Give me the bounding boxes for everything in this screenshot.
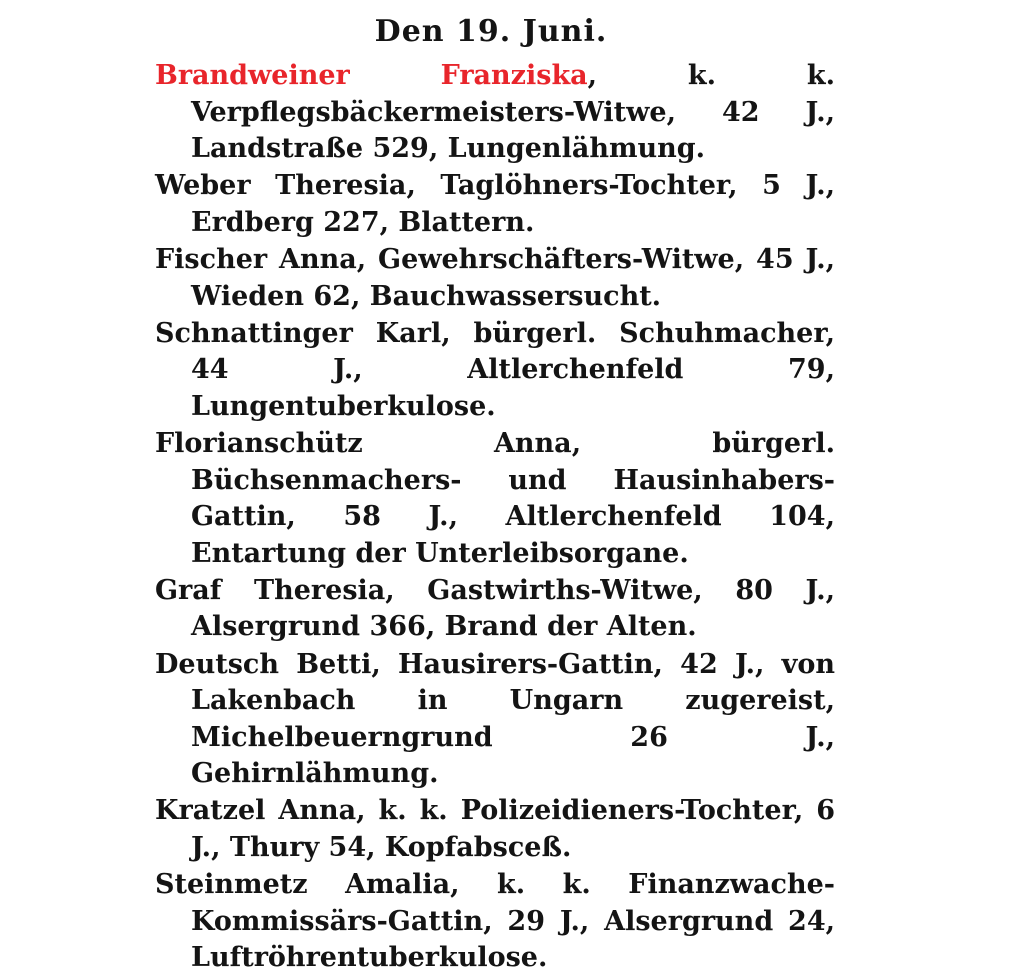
entry-name: Deutsch Betti bbox=[155, 648, 372, 680]
entry-details: , Gastwirths-Witwe, 80 J., Alsergrund 366, Brand der Alten. bbox=[191, 574, 835, 643]
entry-details: , k. k. Finanzwache-Kommissärs-Gattin, 29 J., Alsergrund 24, Luftröhrentuberkulose. bbox=[191, 869, 835, 974]
death-notice-entry bbox=[155, 316, 835, 426]
death-notice-list bbox=[155, 58, 835, 977]
entry-details: , bürgerl. Büchsenmachers- und Hausinhabers-Gattin, 58 J., Altlerchenfeld 104, Entartung der Unterleibsorgane. bbox=[191, 427, 835, 569]
death-notice-entry bbox=[155, 58, 835, 168]
entry-name: Steinmetz Amalia bbox=[155, 869, 451, 901]
entry-name: Florianschütz Anna bbox=[155, 427, 572, 459]
death-notice-entry bbox=[155, 647, 835, 793]
entry-name: Brandweiner Franziska bbox=[155, 60, 588, 91]
entry-name: Graf Theresia bbox=[155, 574, 386, 606]
date-heading bbox=[0, 14, 1030, 49]
death-notice-entry bbox=[155, 242, 835, 315]
death-notice-entry bbox=[155, 168, 835, 241]
death-notice-entry bbox=[155, 793, 835, 866]
death-notice-entry bbox=[155, 426, 835, 572]
entry-details: , k. k. Polizeidieners-Tochter, 6 J., Thury 54, Kopfabsceß. bbox=[191, 795, 835, 863]
entry-name: Weber Theresia bbox=[155, 170, 407, 202]
death-notice-entry bbox=[155, 573, 835, 646]
date-heading-text: Den 19. Juni. bbox=[374, 14, 608, 49]
entry-details: , Gewehrschäfters-Witwe, 45 J., Wieden 62, Bauchwassersucht. bbox=[191, 243, 835, 312]
entry-details: , bürgerl. Schuhmacher, 44 J., Altlerchenfeld 79, Lungentuberkulose. bbox=[191, 317, 835, 422]
entry-name: Kratzel Anna bbox=[155, 795, 357, 827]
entry-details: , Hausirers-Gattin, 42 J., von Lakenbach in Ungarn zugereist, Michelbeuerngrund 26 J., Gehirnlähmung. bbox=[191, 648, 835, 790]
entry-name: Fischer Anna bbox=[155, 243, 357, 275]
entry-details: , Taglöhners-Tochter, 5 J., Erdberg 227, Blattern. bbox=[191, 170, 835, 238]
death-notice-entry bbox=[155, 867, 835, 977]
entry-details: , k. k. Verpflegsbäckermeisters-Witwe, 42 J., Landstraße 529, Lungenlähmung. bbox=[191, 60, 835, 165]
entry-name: Schnattinger Karl bbox=[155, 317, 442, 349]
